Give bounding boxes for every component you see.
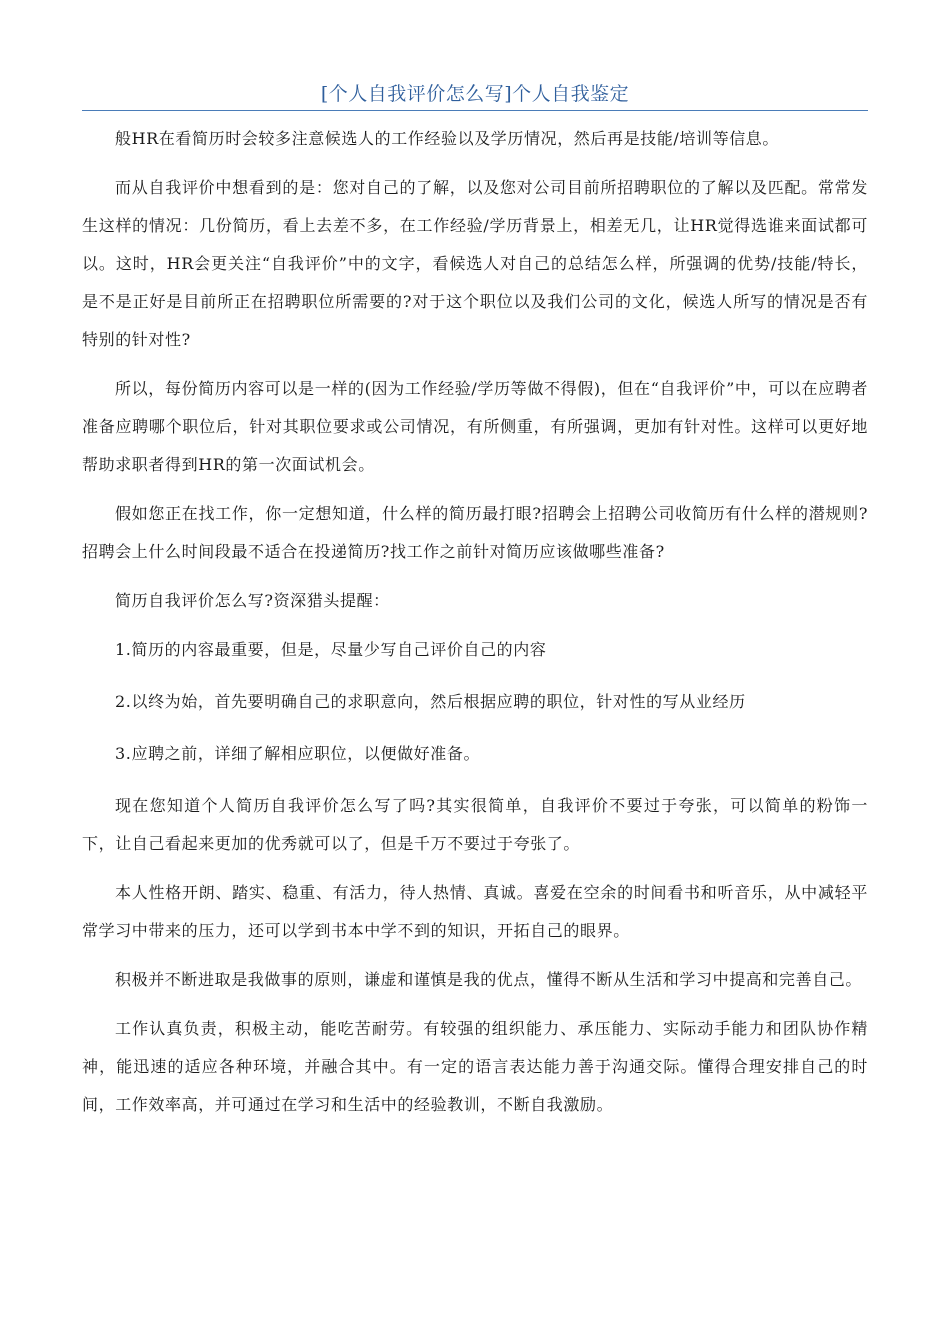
list-item: 2.以终为始，首先要明确自己的求职意向，然后根据应聘的职位，针对性的写从业经历 <box>115 692 746 711</box>
document-title: [个人自我评价怎么写]个人自我鉴定 <box>320 83 630 105</box>
document-body <box>82 120 868 1135</box>
paragraph: 积极并不断进取是我做事的原则，谦虚和谨慎是我的优点，懂得不断从生活和学习中提高和完善自己。 <box>115 970 863 989</box>
paragraph: 而从自我评价中想看到的是：您对自己的了解，以及您对公司目前所招聘职位的了解以及匹配。常常发生这样的情况：几份简历，看上去差不多，在工作经验/学历背景上，相差无几，让HR觉得选谁来面试都可以。这时，HR会更关注“自我评价”中的文字，看候选人对自己的总结怎么样，所强调的优势/技能/特长，是不是正好是目前所正在招聘职位所需要的?对于这个职位以及我们公司的文化，候选人所写的情况是否有特别的针对性? <box>82 178 868 349</box>
paragraph: 工作认真负责，积极主动，能吃苦耐劳。有较强的组织能力、承压能力、实际动手能力和团队协作精神，能迅速的适应各种环境，并融合其中。有一定的语言表达能力善于沟通交际。懂得合理安排自己的时间，工作效率高，并可通过在学习和生活中的经验教训，不断自我激励。 <box>82 1019 868 1114</box>
paragraph: 本人性格开朗、踏实、稳重、有活力，待人热情、真诚。喜爱在空余的时间看书和听音乐，从中减轻平常学习中带来的压力，还可以学到书本中学不到的知识，开拓自己的眼界。 <box>82 883 868 940</box>
list-item: 1.简历的内容最重要，但是，尽量少写自己评价自己的内容 <box>115 640 547 659</box>
list-item: 3.应聘之前，详细了解相应职位，以便做好准备。 <box>115 744 481 763</box>
paragraph: 所以，每份简历内容可以是一样的(因为工作经验/学历等做不得假)，但在“自我评价”中，可以在应聘者准备应聘哪个职位后，针对其职位要求或公司情况，有所侧重，有所强调，更加有针对性。这样可以更好地帮助求职者得到HR的第一次面试机会。 <box>82 379 868 474</box>
paragraph: 假如您正在找工作，你一定想知道，什么样的简历最打眼?招聘会上招聘公司收简历有什么样的潜规则?招聘会上什么时间段最不适合在投递简历?找工作之前针对简历应该做哪些准备? <box>82 504 868 561</box>
paragraph: 简历自我评价怎么写?资深猎头提醒： <box>115 591 390 610</box>
paragraph: 般HR在看简历时会较多注意候选人的工作经验以及学历情况，然后再是技能/培训等信息。 <box>115 129 779 148</box>
paragraph: 现在您知道个人简历自我评价怎么写了吗?其实很简单，自我评价不要过于夸张，可以简单的粉饰一下，让自己看起来更加的优秀就可以了，但是千万不要过于夸张了。 <box>82 796 868 853</box>
document-header <box>82 80 868 111</box>
